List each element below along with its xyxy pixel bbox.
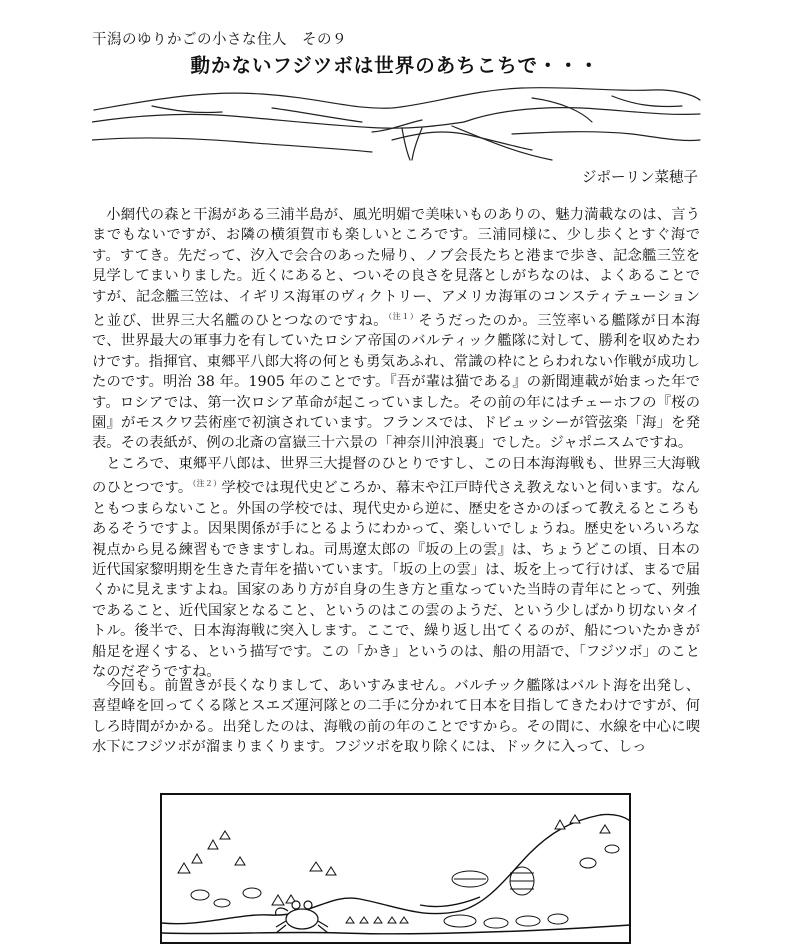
paragraph-1-part-a: 小網代の森と干潟がある三浦半島が、風光明媚で美味いものありの、魅力満載なのは、言うまでもないですが、お隣の横須賀市も楽しいところです。三浦同様に、少し歩くとすぐ海です。すてき。先だって、汐入で会合のあった帰り、ノブ会長たちと港まで歩き、記念艦三笠を見学してまいりました。近くにあると、ついその良さを見落としがちなのは、よくあることですが、記念艦三笠は、イギリス海軍のヴィクトリー、アメリカ海軍のコンスティテューションと並び、世界三大名艦のひとつなのですね。	[92, 207, 700, 330]
paragraph-1-part-b: そうだったのか。三笠率いる艦隊が日本海で、世界最大の軍事力を有していたロシア帝国のバルティック艦隊に対して、勝利を収めたわけです。指揮官、東郷平八郎大将の何とも勇気あふれ、常識の枠にとらわれない作戦が成功したのです。明治 38 年。1905 年のことです。『吾が輩は猫である』の新聞連載が始まった年です。ロシアでは、第一次ロシア革命が起こっていました。その前の年にはチェーホフの『桜の園』がモスクワ芸術座で初演されています。フランスでは、ドビュッシーが管弦楽「海」を発表。その表紙が、例の北斎の富嶽三十六景の「神奈川沖浪裏」でした。ジャポニスムですね。	[92, 313, 701, 452]
footnote-ref-1: （注１）	[388, 312, 419, 322]
crab-figure	[276, 901, 328, 933]
tidal-flat-landscape-illustration	[92, 82, 702, 162]
footnote-ref-2: （注２）	[192, 479, 222, 489]
paragraph-2	[92, 454, 700, 682]
paragraph-2-part-b: 学校では現代史どころか、幕末や江戸時代さえ教えないと伺います。なんともつまらないこと。外国の学校では、現代史から逆に、歴史をさかのぼって教えるところもあるそうですよ。因果関係が手にとるようにわかって、楽しいでしょうね。歴史をいろいろな視点から見る練習もできますしね。司馬遼太郎の『坂の上の雲』は、ちょうどこの頃、日本の近代国家黎明期を生きた青年を描いています。「坂の上の雲」は、坂を上って行けば、まるで届くかに見えますよね。国家のあり方が自身の生き方と重なっていた当時の青年にとって、列強であること、近代国家となること、というのはこの雲のようだ、という少しばかり切ないタイトル。後半で、日本海海戦に突入します。ここで、繰り返し出てくるのが、船についたかきが船足を遅くする、という描写です。この「かき」というのは、船の用語で、「フジツボ」のことなのだぞうですね。	[92, 480, 700, 680]
paragraph-1	[92, 205, 700, 454]
barnacle-shore-illustration	[160, 793, 631, 944]
paragraph-3: 今回も。前置きが長くなりまして、あいすみません。バルチック艦隊はバルト海を出発し、喜望峰を回ってくる隊とスエズ運河隊との二手に分かれて日本を目指してきたわけですが、何しろ時間がかかる。出発したのは、海戦の前の年のことですから。その間に、水線を中心に喫水下にフジツボが溜まりまくります。フジツボを取り除くには、ドックに入って、しっ	[92, 678, 700, 756]
series-label: 干潟のゆりかごの小さな住人 その９	[92, 32, 347, 48]
author-name: ジポーリン菜穂子	[582, 170, 698, 186]
paragraph-2-part-a: ところで、東郷平八郎は、世界三大提督のひとりですし、この日本海海戦も、世界三大海戦のひとつです。	[92, 455, 700, 497]
article-title: 動かないフジツボは世界のあちこちで・・・	[190, 54, 600, 77]
body-text-block-2	[92, 676, 700, 758]
body-text-block-1	[92, 205, 700, 682]
